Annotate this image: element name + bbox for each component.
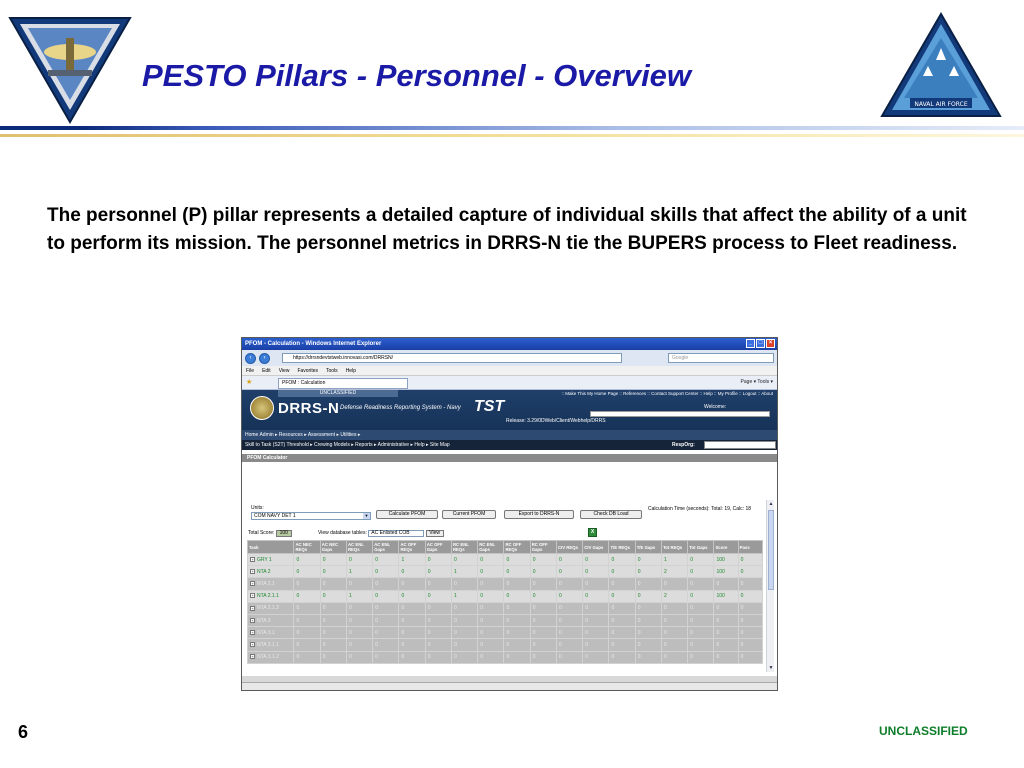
table-cell: 0 xyxy=(530,590,556,602)
table-cell: 0 xyxy=(451,578,477,590)
table-cell: 1 xyxy=(451,590,477,602)
view-database-tables xyxy=(318,529,444,537)
column-header[interactable]: AC OFF Gaps xyxy=(425,541,451,554)
table-cell: 0 xyxy=(294,578,320,590)
table-row[interactable] xyxy=(248,590,763,602)
table-cell: 0 xyxy=(451,651,477,663)
table-cell: 0 xyxy=(688,614,714,626)
column-header[interactable]: AC NEC REQs xyxy=(294,541,320,554)
table-cell: 0 xyxy=(635,566,661,578)
view-tables-select[interactable]: AC Enlisted COB xyxy=(368,530,424,537)
table-cell: 0 xyxy=(530,602,556,614)
table-cell: 0 xyxy=(373,566,399,578)
table-cell: 0 xyxy=(373,590,399,602)
favorites-row xyxy=(242,376,777,390)
drrs-logo: DRRS-N xyxy=(278,400,340,417)
table-cell: 1 xyxy=(346,566,372,578)
table-cell: 1 xyxy=(399,554,425,566)
table-cell: 0 xyxy=(609,590,635,602)
column-header[interactable]: CIV Gaps xyxy=(583,541,609,554)
table-cell: 0 xyxy=(738,554,762,566)
table-body xyxy=(248,554,763,664)
table-cell: 0 xyxy=(609,614,635,626)
table-cell: 0 xyxy=(556,651,582,663)
table-cell: 0 xyxy=(504,554,530,566)
table-cell: 0 xyxy=(688,651,714,663)
check-db-load-button[interactable]: Check DB Load xyxy=(580,510,642,519)
table-cell: 0 xyxy=(609,554,635,566)
drrs-banner xyxy=(242,390,777,430)
table-cell: 1 xyxy=(346,590,372,602)
table-cell: 0 xyxy=(583,554,609,566)
naval-air-force-pacific-insignia-icon xyxy=(880,12,1002,118)
table-cell: 0 xyxy=(688,639,714,651)
table-cell: 0 xyxy=(530,627,556,639)
table-row[interactable] xyxy=(248,602,763,614)
table-cell: 0 xyxy=(583,566,609,578)
table-row[interactable] xyxy=(248,651,763,663)
table-cell: 0 xyxy=(714,651,738,663)
address-bar[interactable]: https://drrsndevtstweb.innovasi.com/DRRSN/ xyxy=(282,353,622,363)
table-cell: 0 xyxy=(346,554,372,566)
table-cell: 0 xyxy=(504,566,530,578)
svg-text:NAVAL AIR FORCE: NAVAL AIR FORCE xyxy=(914,101,968,108)
menu-view[interactable]: View xyxy=(278,368,290,374)
menu-tools[interactable]: Tools xyxy=(326,368,338,374)
search-input[interactable]: Google xyxy=(668,353,774,363)
table-cell: 0 xyxy=(714,627,738,639)
table-cell: 0 xyxy=(738,651,762,663)
drrs-sub-menu-items[interactable]: Skill to Task (S2T) Threshold ▸ Crewing Models ▸ Reports ▸ Administrative ▸ Help ▸ Site Map xyxy=(245,442,450,448)
drrs-classification-strip: UNCLASSIFIED xyxy=(278,390,398,397)
export-drrs-button[interactable]: Export to DRRS-N xyxy=(504,510,574,519)
table-cell: 0 xyxy=(425,651,451,663)
table-cell: 0 xyxy=(688,566,714,578)
table-cell: 0 xyxy=(556,590,582,602)
table-cell: 0 xyxy=(451,627,477,639)
close-icon[interactable]: × xyxy=(766,339,775,348)
table-cell: 0 xyxy=(504,578,530,590)
table-cell: 0 xyxy=(399,614,425,626)
column-header[interactable]: AC OFF REQs xyxy=(399,541,425,554)
table-cell: 0 xyxy=(556,639,582,651)
slide-title: PESTO Pillars - Personnel - Overview xyxy=(142,58,692,93)
expand-icon[interactable]: + xyxy=(251,629,254,635)
table-cell: 1 xyxy=(661,554,687,566)
table-cell: 0 xyxy=(373,578,399,590)
units-label: Units: xyxy=(251,505,264,511)
task-cell[interactable] xyxy=(248,639,294,651)
scroll-down-icon[interactable]: ▼ xyxy=(768,665,774,671)
expand-icon[interactable]: + xyxy=(251,556,254,562)
browser-window-title: PFOM - Calculation - Windows Internet Explorer xyxy=(245,341,382,347)
calculate-pfom-button[interactable]: Calculate PFOM xyxy=(376,510,438,519)
task-label: GRY 1 xyxy=(257,556,272,563)
horizontal-scrollbar[interactable] xyxy=(242,682,778,690)
table-cell: 0 xyxy=(320,554,346,566)
table-cell: 0 xyxy=(346,614,372,626)
table-cell: 0 xyxy=(556,602,582,614)
header-rule-blue xyxy=(0,126,1024,130)
expand-icon[interactable]: + xyxy=(251,617,254,623)
table-cell: 0 xyxy=(399,578,425,590)
table-cell: 0 xyxy=(399,590,425,602)
table-cell: 0 xyxy=(478,602,504,614)
table-cell: 0 xyxy=(714,639,738,651)
task-cell[interactable] xyxy=(248,590,294,602)
table-cell: 0 xyxy=(609,627,635,639)
table-cell: 0 xyxy=(373,639,399,651)
expand-icon[interactable]: + xyxy=(251,654,254,660)
table-cell: 0 xyxy=(661,602,687,614)
table-cell: 0 xyxy=(738,566,762,578)
table-cell: 0 xyxy=(688,602,714,614)
drrs-environment: TST xyxy=(474,398,505,415)
table-cell: 1 xyxy=(451,566,477,578)
column-header[interactable]: RC OFF REQs xyxy=(504,541,530,554)
table-cell: 0 xyxy=(294,554,320,566)
table-cell: 0 xyxy=(425,578,451,590)
table-cell: 0 xyxy=(530,566,556,578)
column-header[interactable]: Score xyxy=(714,541,738,554)
task-cell[interactable] xyxy=(248,566,294,578)
table-cell: 0 xyxy=(609,639,635,651)
table-cell: 0 xyxy=(451,554,477,566)
calculation-time: Calculation Time (seconds): Total: 19, Calc: 18 xyxy=(648,506,752,512)
menu-edit[interactable]: Edit xyxy=(262,368,271,374)
table-cell: 0 xyxy=(346,651,372,663)
table-cell: 0 xyxy=(373,627,399,639)
table-cell: 0 xyxy=(425,639,451,651)
vertical-scrollbar[interactable] xyxy=(766,500,774,672)
table-cell: 0 xyxy=(346,602,372,614)
header-rule-gold xyxy=(0,134,1024,137)
table-cell: 0 xyxy=(373,554,399,566)
table-cell: 100 xyxy=(714,554,738,566)
naval-air-force-atlantic-insignia-icon xyxy=(8,16,132,124)
favorites-star-icon[interactable]: ★ xyxy=(246,379,253,386)
browser-tools[interactable]: Page ▾ Tools ▾ xyxy=(740,379,773,385)
table-cell: 0 xyxy=(425,566,451,578)
table-cell: 0 xyxy=(320,590,346,602)
resp-org-label: RespOrg: xyxy=(672,442,695,448)
table-cell: 0 xyxy=(583,614,609,626)
table-cell: 0 xyxy=(688,590,714,602)
embedded-browser-screenshot xyxy=(241,337,778,691)
column-header[interactable]: RC ENL Gaps xyxy=(478,541,504,554)
table-cell: 0 xyxy=(635,627,661,639)
table-cell: 0 xyxy=(320,566,346,578)
table-cell: 0 xyxy=(425,590,451,602)
table-cell: 0 xyxy=(635,614,661,626)
chevron-down-icon[interactable]: ▼ xyxy=(364,513,369,518)
table-cell: 0 xyxy=(661,627,687,639)
table-cell: 0 xyxy=(320,639,346,651)
table-cell: 0 xyxy=(530,554,556,566)
table-cell: 0 xyxy=(556,578,582,590)
table-cell: 100 xyxy=(714,566,738,578)
table-cell: 0 xyxy=(738,602,762,614)
table-cell: 0 xyxy=(609,602,635,614)
table-cell: 0 xyxy=(530,639,556,651)
table-cell: 0 xyxy=(583,639,609,651)
table-cell: 0 xyxy=(294,602,320,614)
table-cell: 0 xyxy=(504,639,530,651)
table-cell: 0 xyxy=(583,578,609,590)
table-cell: 0 xyxy=(556,627,582,639)
table-cell: 0 xyxy=(530,614,556,626)
forward-arrow-icon[interactable]: › xyxy=(259,353,270,364)
task-label: NTA 3.1.2 xyxy=(257,654,279,661)
table-cell: 0 xyxy=(373,614,399,626)
table-row[interactable] xyxy=(248,566,763,578)
column-header[interactable]: Pass xyxy=(738,541,762,554)
menu-help[interactable]: Help xyxy=(345,368,356,374)
pfom-header: PFOM Calculator xyxy=(242,454,777,462)
units-select[interactable] xyxy=(251,512,371,520)
table-cell: 0 xyxy=(583,651,609,663)
table-cell: 0 xyxy=(373,602,399,614)
table-cell: 0 xyxy=(346,627,372,639)
task-label: NTA 3.1.1 xyxy=(257,641,279,648)
table-cell: 0 xyxy=(635,651,661,663)
table-cell: 0 xyxy=(661,578,687,590)
table-cell: 0 xyxy=(635,578,661,590)
table-cell: 0 xyxy=(294,627,320,639)
column-header[interactable]: Tot Gaps xyxy=(688,541,714,554)
table-cell: 0 xyxy=(294,639,320,651)
table-cell: 0 xyxy=(714,602,738,614)
column-header[interactable]: T/E REQs xyxy=(609,541,635,554)
table-cell: 0 xyxy=(294,614,320,626)
table-cell: 0 xyxy=(294,566,320,578)
expand-icon[interactable]: + xyxy=(251,568,254,574)
table-cell: 0 xyxy=(478,578,504,590)
menu-file[interactable]: File xyxy=(246,368,255,374)
body-paragraph: The personnel (P) pillar represents a detailed capture of individual skills that affect the ability of a unit to perform its mission. The personnel metrics in DRRS-N tie the BUPERS process to Fleet readiness. xyxy=(47,205,967,254)
column-header[interactable]: RC OFF Gaps xyxy=(530,541,556,554)
address-row xyxy=(242,350,777,366)
table-cell: 0 xyxy=(294,590,320,602)
table-cell: 0 xyxy=(320,627,346,639)
current-pfom-button[interactable]: Current PFOM xyxy=(442,510,496,519)
table-cell: 0 xyxy=(661,639,687,651)
column-header[interactable]: T/E Gaps xyxy=(635,541,661,554)
table-cell: 0 xyxy=(478,627,504,639)
task-label: NTA 2.1 xyxy=(257,580,275,587)
table-cell: 0 xyxy=(661,651,687,663)
table-cell: 0 xyxy=(478,639,504,651)
task-cell[interactable] xyxy=(248,602,294,614)
excel-export-icon[interactable]: X xyxy=(588,528,597,537)
table-cell: 0 xyxy=(294,651,320,663)
table-cell: 0 xyxy=(738,590,762,602)
drrs-top-links[interactable]: :: Make This My Home Page :: References :: Contact Support Center :: Help :: My Profile :: Logout :: About xyxy=(561,391,773,396)
table-cell: 0 xyxy=(504,627,530,639)
table-cell: 0 xyxy=(661,614,687,626)
task-label: NTA 2 xyxy=(257,568,271,575)
table-cell: 0 xyxy=(609,566,635,578)
minimize-icon[interactable]: _ xyxy=(746,339,755,348)
table-cell: 0 xyxy=(399,651,425,663)
column-header[interactable]: AC ENL Gaps xyxy=(373,541,399,554)
table-cell: 0 xyxy=(399,566,425,578)
table-cell: 0 xyxy=(556,614,582,626)
total-score-label: Total Score: xyxy=(248,530,275,536)
task-label: NTA 2.1.2 xyxy=(257,605,279,612)
column-header[interactable]: Task xyxy=(248,541,294,554)
table-row[interactable] xyxy=(248,614,763,626)
table-cell: 0 xyxy=(373,651,399,663)
table-cell: 0 xyxy=(714,578,738,590)
task-label: NTA 2.1.1 xyxy=(257,593,279,600)
table-cell: 0 xyxy=(556,554,582,566)
task-cell[interactable] xyxy=(248,614,294,626)
table-cell: 0 xyxy=(451,602,477,614)
table-cell: 0 xyxy=(478,590,504,602)
table-cell: 0 xyxy=(635,554,661,566)
column-header[interactable]: AC NEC Gaps xyxy=(320,541,346,554)
view-tables-label: View database tables: xyxy=(318,530,367,536)
total-score-value: 100 xyxy=(276,530,292,537)
navy-seal-icon xyxy=(250,396,274,420)
column-header[interactable]: AC ENL REQs xyxy=(346,541,372,554)
task-cell[interactable] xyxy=(248,578,294,590)
task-cell[interactable] xyxy=(248,651,294,663)
table-cell: 0 xyxy=(504,614,530,626)
table-cell: 0 xyxy=(738,627,762,639)
table-row[interactable] xyxy=(248,639,763,651)
table-cell: 0 xyxy=(609,578,635,590)
pfom-content xyxy=(242,462,777,677)
table-cell: 0 xyxy=(425,554,451,566)
table-cell: 0 xyxy=(738,578,762,590)
scroll-thumb[interactable] xyxy=(768,510,774,590)
table-cell: 0 xyxy=(635,590,661,602)
drrs-search-field[interactable] xyxy=(590,411,770,417)
expand-icon[interactable]: + xyxy=(251,581,254,587)
table-cell: 0 xyxy=(451,639,477,651)
table-cell: 0 xyxy=(399,639,425,651)
classification-label: UNCLASSIFIED xyxy=(879,724,968,738)
table-cell: 0 xyxy=(738,614,762,626)
task-cell[interactable] xyxy=(248,627,294,639)
table-cell: 2 xyxy=(661,590,687,602)
table-cell: 0 xyxy=(504,590,530,602)
table-cell: 0 xyxy=(478,614,504,626)
drrs-sub-menu xyxy=(242,440,777,450)
browser-menu-bar xyxy=(242,366,777,376)
drrs-main-menu[interactable]: Home Admin ▸ Resources ▸ Assessment ▸ Utilities ▸ xyxy=(242,430,777,440)
table-cell: 0 xyxy=(320,578,346,590)
table-cell: 0 xyxy=(478,554,504,566)
table-cell: 0 xyxy=(425,627,451,639)
column-header[interactable]: Tot REQs xyxy=(661,541,687,554)
scroll-up-icon[interactable]: ▲ xyxy=(768,501,774,507)
table-cell: 0 xyxy=(504,602,530,614)
browser-title-bar xyxy=(242,338,777,350)
drrs-release: Release: 3.29/0DWeb/Client/Webhelp/DRRS xyxy=(506,418,606,424)
table-cell: 0 xyxy=(738,639,762,651)
page-number: 6 xyxy=(18,722,29,742)
table-row[interactable] xyxy=(248,554,763,566)
table-cell: 0 xyxy=(583,627,609,639)
table-cell: 100 xyxy=(714,590,738,602)
table-cell: 0 xyxy=(425,614,451,626)
maximize-icon[interactable]: □ xyxy=(756,339,765,348)
task-label: NTA 3.1 xyxy=(257,629,275,636)
table-cell: 2 xyxy=(661,566,687,578)
table-cell: 0 xyxy=(688,554,714,566)
expand-icon[interactable]: + xyxy=(251,593,254,599)
table-cell: 0 xyxy=(556,566,582,578)
table-cell: 0 xyxy=(399,602,425,614)
table-cell: 0 xyxy=(583,590,609,602)
total-score xyxy=(248,529,292,537)
table-row[interactable] xyxy=(248,578,763,590)
table-cell: 0 xyxy=(609,651,635,663)
table-cell: 0 xyxy=(320,614,346,626)
drrs-subtitle: Defense Readiness Reporting System - Navy xyxy=(340,405,461,411)
expand-icon[interactable]: + xyxy=(251,605,254,611)
table-cell: 0 xyxy=(478,566,504,578)
table-cell: 0 xyxy=(346,639,372,651)
pfom-table xyxy=(247,540,763,664)
table-cell: 0 xyxy=(530,651,556,663)
task-label: NTA 3 xyxy=(257,617,271,624)
table-row[interactable] xyxy=(248,627,763,639)
table-cell: 0 xyxy=(425,602,451,614)
task-cell[interactable] xyxy=(248,554,294,566)
table-cell: 0 xyxy=(451,614,477,626)
units-select-value: COM NAVY DET 1 xyxy=(254,513,296,519)
table-cell: 0 xyxy=(530,578,556,590)
resp-org-select[interactable] xyxy=(704,441,776,449)
table-cell: 0 xyxy=(504,651,530,663)
browser-tab[interactable]: PFOM : Calculation xyxy=(278,378,408,389)
view-button[interactable]: View xyxy=(426,530,444,537)
table-cell: 0 xyxy=(714,614,738,626)
table-cell: 0 xyxy=(399,627,425,639)
expand-icon[interactable]: + xyxy=(251,642,254,648)
table-cell: 0 xyxy=(346,578,372,590)
table-header-row xyxy=(248,541,763,554)
table-cell: 0 xyxy=(688,627,714,639)
column-header[interactable]: CIV REQs xyxy=(556,541,582,554)
table-cell: 0 xyxy=(688,578,714,590)
menu-favorites[interactable]: Favorites xyxy=(297,368,318,374)
table-cell: 0 xyxy=(320,602,346,614)
table-cell: 0 xyxy=(320,651,346,663)
table-cell: 0 xyxy=(635,602,661,614)
column-header[interactable]: RC ENL REQs xyxy=(451,541,477,554)
table-cell: 0 xyxy=(635,639,661,651)
table-cell: 0 xyxy=(478,651,504,663)
back-arrow-icon[interactable]: ‹ xyxy=(245,353,256,364)
drrs-welcome: Welcome: xyxy=(704,404,727,410)
table-cell: 0 xyxy=(583,602,609,614)
